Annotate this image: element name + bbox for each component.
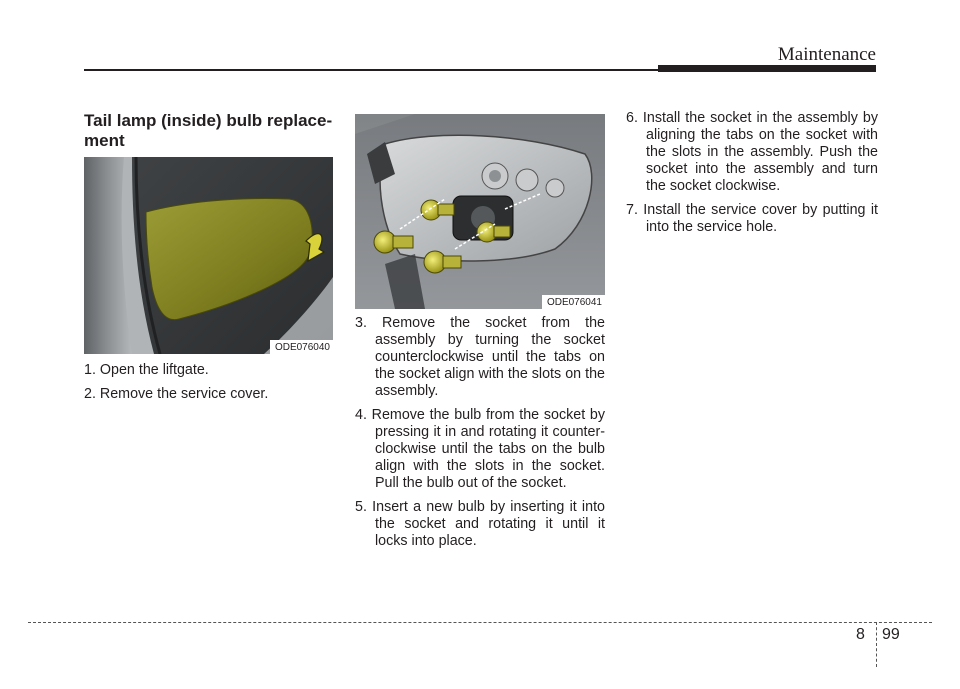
step-item: 4. Remove the bulb from the socket by pressing it in and rotating it counter-clockwise until the tabs on the bulb align with the slots in the socket. Pull the bulb out of the socket. [355,407,605,491]
lamp-assembly-illustration [355,114,605,309]
header-rule-accent [658,65,876,72]
chapter-number: 8 [856,626,865,643]
figure-lamp-assembly [355,114,605,309]
section-title: Tail lamp (inside) bulb replace-ment [84,111,333,150]
steps-column-3 [626,110,878,243]
header-rule [84,69,664,71]
figure-code: ODE076041 [542,295,605,309]
steps-column-2 [355,315,605,557]
steps-column-1 [84,362,336,410]
step-item: 7. Install the service cover by putting it into the service hole. [626,202,878,235]
header-title: Maintenance [777,44,876,65]
step-item: 5. Insert a new bulb by inserting it into the socket and rotating it until it locks into place. [355,499,605,549]
step-item: 3. Remove the socket from the assembly by turning the socket counterclockwise until the tabs on the socket align with the slots on the assembly. [355,315,605,399]
figure-code: ODE076040 [270,340,333,354]
service-cover-illustration [84,157,333,354]
step-item: 2. Remove the service cover. [84,386,269,402]
footer-rule [28,622,932,623]
step-item: 6. Install the socket in the assembly by aligning the tabs on the socket with the slots in the assembly. Push the socket into the assembly and turn the socket clockwise. [626,110,878,194]
figure-service-cover [84,157,333,354]
page-number: 99 [882,626,900,643]
step-item: 1. Open the liftgate. [84,362,209,378]
footer-divider [876,622,877,667]
